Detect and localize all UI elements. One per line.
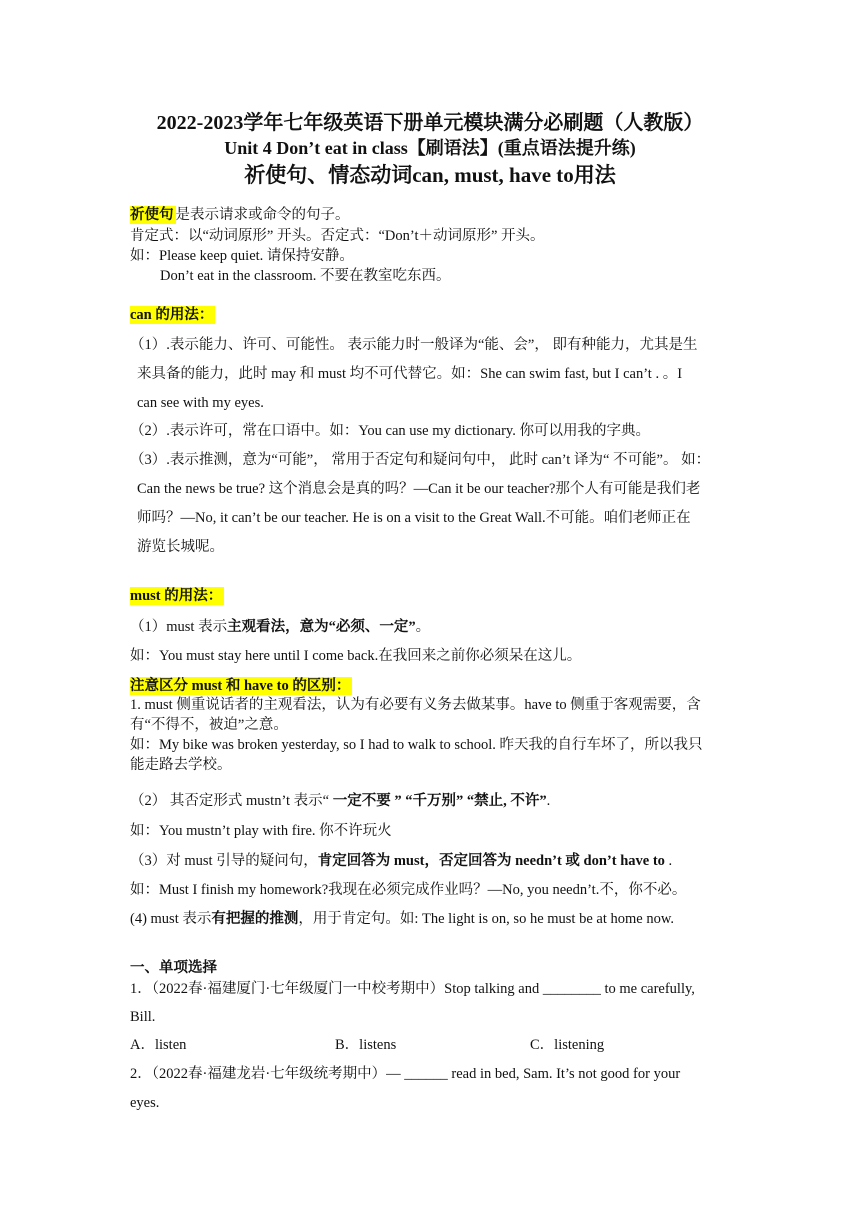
imperative-term: 祈使句 [130, 207, 174, 223]
note-line: 如：My bike was broken yesterday, so I had to walk to school. 昨天我的自行车坏了，所以我只 [130, 737, 703, 753]
can-line: （3）.表示推测，意为“可能”， 常用于否定句和疑问句中， 此时 can’t 译为“ 不可能”。 如： [130, 452, 711, 468]
question-1-option-c[interactable]: C．listening [530, 1037, 605, 1053]
imperative-definition: 祈使句 是表示请求或命令的句子。 [130, 207, 350, 223]
title-line-3: 祈使句、情态动词can, must, have to用法 [244, 163, 616, 187]
must-example-3: 如：Must I finish my homework?我现在必须完成作业吗？—No, you needn’t.不，你不必。 [130, 882, 687, 898]
question-2-text: 2．（2022春·福建龙岩·七年级统考期中）— ______ read in bed, Sam. It’s not good for your [130, 1066, 681, 1082]
must-heading: must 的用法： [130, 588, 223, 604]
question-1-text-cont: Bill. [130, 1009, 156, 1025]
question-1-option-b[interactable]: B．listens [335, 1037, 397, 1053]
must-example-2: 如：You mustn’t play with fire. 你不许玩火 [130, 823, 392, 839]
question-1-option-a[interactable]: A．listen [130, 1037, 187, 1053]
must-point-4: (4) must 表示有把握的推测，用于肯定句。如: The light is on, so he must be at home now. [130, 911, 674, 927]
note-heading: 注意区分 must 和 have to 的区别： [130, 678, 351, 694]
can-line: （1）.表示能力、许可、可能性。 表示能力时一般译为“能、会”， 即有种能力，尤其是生 [130, 337, 698, 353]
imperative-forms: 肯定式：以“动词原形” 开头。否定式：“Don’t＋动词原形” 开头。 [130, 228, 545, 244]
can-line: 游览长城呢。 [137, 539, 224, 555]
imperative-example-1: 如：Please keep quiet. 请保持安静。 [130, 248, 354, 264]
question-2-text-cont: eyes. [130, 1095, 160, 1111]
question-1-text: 1．（2022春·福建厦门·七年级厦门一中校考期中）Stop talking and ________ to me carefully, [130, 981, 695, 997]
can-heading: can 的用法： [130, 307, 214, 323]
note-line: 能走路去学校。 [130, 757, 232, 773]
must-example-1: 如：You must stay here until I come back.在我回来之前你必须呆在这儿。 [130, 648, 582, 664]
can-line: can see with my eyes. [137, 395, 264, 411]
title-line-1: 2022-2023学年七年级英语下册单元模块满分必刷题（人教版） [156, 112, 704, 134]
can-line: 来具备的能力，此时 may 和 must 均不可代替它。如：She can swim fast, but I can’t . 。I [137, 366, 683, 382]
can-line: 师吗？—No, it can’t be our teacher. He is on a visit to the Great Wall.不可能。咱们老师正在 [137, 510, 691, 526]
must-point-2: （2） 其否定形式 mustn’t 表示“ 一定不要 ” “千万别” “禁止, 不许”. [130, 793, 551, 809]
note-line: 1. must 侧重说话者的主观看法，认为有必要有义务去做某事。have to 侧重于客观需要，含 [130, 697, 701, 713]
can-line: Can the news be true? 这个消息会是真的吗？—Can it be our teacher?那个人有可能是我们老 [137, 481, 701, 497]
must-point-1: （1）must 表示主观看法，意为“必须、一定”。 [130, 619, 431, 635]
note-line: 有“不得不，被迫”之意。 [130, 717, 288, 733]
title-line-2: Unit 4 Don’t eat in class【刷语法】(重点语法提升练) [224, 138, 636, 158]
exercise-section-title: 一、单项选择 [130, 960, 217, 976]
imperative-example-2: Don’t eat in the classroom. 不要在教室吃东西。 [160, 268, 451, 284]
can-line: （2）.表示许可，常在口语中。如：You can use my dictionary. 你可以用我的字典。 [130, 423, 650, 439]
must-point-3: （3）对 must 引导的疑问句，肯定回答为 must，否定回答为 needn’t 或 don’t have to . [130, 853, 673, 869]
